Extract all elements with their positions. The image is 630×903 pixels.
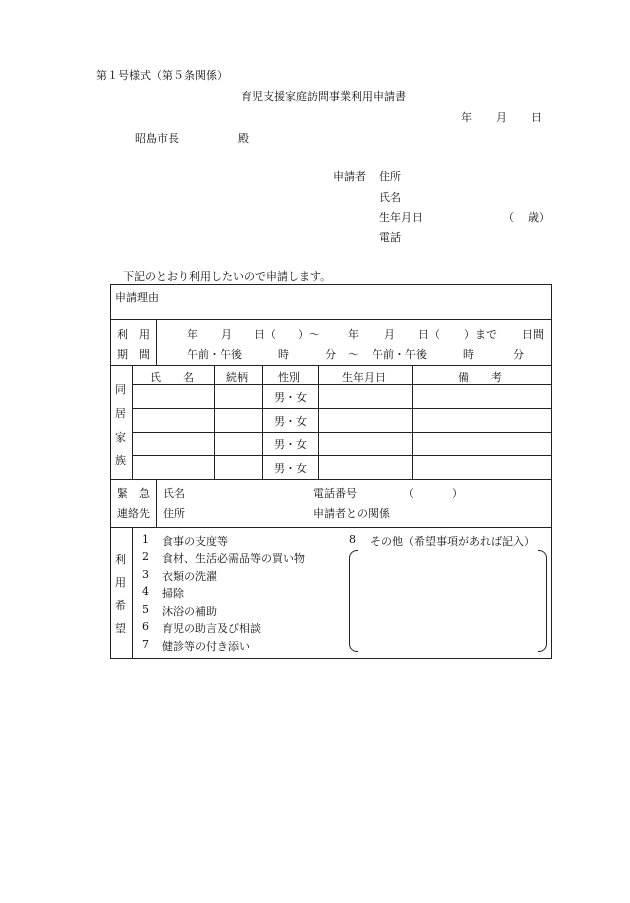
period-start-day-label: 日（ [254, 328, 276, 341]
application-form-table [110, 284, 552, 659]
family-name-cell[interactable] [134, 456, 212, 478]
form-title: 育児支援家庭訪問事業利用申請書 [241, 90, 406, 103]
family-name-cell[interactable] [134, 433, 212, 454]
family-side-char: 族 [115, 454, 126, 467]
wish-number: 1 [142, 533, 149, 546]
wish-text: 食材、生活必需品等の買い物 [162, 552, 305, 565]
emergency-name-label: 氏名 [163, 487, 185, 500]
family-gender-choice[interactable]: 男・女 [274, 438, 307, 451]
family-birthdate-cell[interactable] [320, 409, 410, 431]
family-gender-choice[interactable]: 男・女 [274, 415, 307, 428]
start-minute-label: 分 [325, 348, 336, 361]
family-birthdate-cell[interactable] [320, 456, 410, 478]
family-birthdate-cell[interactable] [320, 385, 410, 407]
emergency-label-2: 連絡先 [117, 507, 150, 520]
wishes-side-char: 用 [115, 576, 126, 589]
period-end-year-label: 年 [348, 328, 359, 341]
emergency-relation-label: 申請者との関係 [313, 507, 390, 520]
family-birthdate-cell[interactable] [320, 433, 410, 454]
family-name-cell[interactable] [134, 385, 212, 407]
wish-text: 育児の助言及び相談 [162, 622, 261, 635]
family-gender-choice[interactable]: 男・女 [274, 391, 307, 404]
family-side-char: 居 [115, 407, 126, 420]
honorific: 殿 [238, 132, 249, 145]
period-start-year-label: 年 [187, 328, 198, 341]
family-side-char: 家 [115, 431, 126, 444]
applicant-label: 申請者 [333, 170, 366, 183]
emergency-phone-label: 電話番号 [313, 487, 357, 500]
emergency-phone-paren-close: ） [452, 487, 463, 500]
applicant-name-label: 氏名 [379, 191, 401, 204]
applicant-address-label: 住所 [379, 170, 401, 183]
wish-text: 沐浴の補助 [162, 605, 217, 618]
family-notes-cell[interactable] [414, 385, 550, 407]
period-start-month-label: 月 [221, 328, 232, 341]
form-number: 第１号様式（第５条関係） [96, 69, 228, 82]
family-header-notes: 備 考 [458, 371, 502, 384]
date-year-label: 年 [461, 111, 472, 124]
period-end-month-label: 月 [384, 328, 395, 341]
period-start-tilde: ）～ [298, 328, 320, 341]
start-hour-label: 時 [278, 348, 289, 361]
period-label-1: 利 用 [117, 328, 150, 341]
period-label-2: 期 間 [117, 348, 150, 361]
reason-field[interactable] [170, 288, 546, 316]
emergency-label-1: 緊 急 [117, 487, 150, 500]
wish-text: 健診等の付き添い [162, 640, 250, 653]
wish-text: 食事の支度等 [162, 535, 228, 548]
emergency-address-label: 住所 [163, 507, 185, 520]
period-days-label: 日間 [522, 328, 544, 341]
family-relation-cell[interactable] [216, 409, 260, 431]
family-header-birthdate: 生年月日 [342, 371, 386, 384]
family-header-gender: 性別 [278, 371, 300, 384]
date-day-label: 日 [531, 111, 542, 124]
start-ampm-choice[interactable]: 午前・午後 [187, 348, 242, 361]
wish-text: 掃除 [162, 587, 184, 600]
wish-number: 7 [142, 638, 149, 651]
wish-number: 6 [142, 620, 149, 633]
family-relation-cell[interactable] [216, 385, 260, 407]
family-notes-cell[interactable] [414, 409, 550, 431]
family-side-char: 同 [115, 383, 126, 396]
applicant-birthdate-label: 生年月日 [379, 211, 423, 224]
wish-number: 2 [142, 550, 149, 563]
family-relation-cell[interactable] [216, 433, 260, 454]
wish-number: 3 [142, 568, 149, 581]
age-paren-open: （ [503, 211, 514, 224]
time-tilde: ～ [348, 348, 359, 361]
wish-other-text: その他（希望事項があれば記入） [370, 535, 535, 548]
end-minute-label: 分 [513, 348, 524, 361]
wish-number: 8 [349, 533, 356, 546]
family-gender-choice[interactable]: 男・女 [274, 462, 307, 475]
family-notes-cell[interactable] [414, 456, 550, 478]
emergency-phone-paren-open: （ [403, 487, 414, 500]
period-until: ）まで [464, 328, 497, 341]
family-header-relation: 続柄 [226, 371, 248, 384]
applicant-phone-label: 電話 [379, 231, 401, 244]
wishes-side-char: 利 [115, 553, 126, 566]
intro-text: 下記のとおり利用したいので申請します。 [123, 270, 332, 283]
family-name-cell[interactable] [134, 409, 212, 431]
wish-number: 4 [142, 585, 149, 598]
end-hour-label: 時 [463, 348, 474, 361]
reason-label: 申請理由 [115, 291, 159, 304]
date-month-label: 月 [496, 111, 507, 124]
wish-number: 5 [142, 603, 149, 616]
wishes-side-char: 望 [115, 622, 126, 635]
family-notes-cell[interactable] [414, 433, 550, 454]
end-ampm-choice[interactable]: 午前・午後 [372, 348, 427, 361]
age-label: 歳） [528, 211, 550, 224]
wishes-side-char: 希 [115, 599, 126, 612]
wish-text: 衣類の洗濯 [162, 570, 217, 583]
family-header-name: 氏 名 [150, 371, 194, 384]
recipient: 昭島市長 [135, 132, 179, 145]
period-end-day-label: 日（ [418, 328, 440, 341]
family-relation-cell[interactable] [216, 456, 260, 478]
